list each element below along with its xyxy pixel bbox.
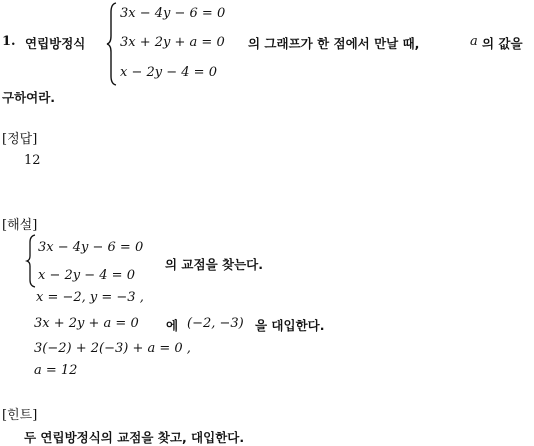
solution-equation-1: 3x − 4y − 6 = 0: [38, 240, 144, 255]
solution-substitute-particle: 에: [166, 318, 179, 333]
solution-substitute-end: 을 대입한다.: [255, 318, 325, 333]
solution-find-text: 의 교점을 찾는다.: [165, 257, 263, 272]
system-equation-1: 3x − 4y − 6 = 0: [120, 6, 226, 21]
solution-header: [해설]: [2, 218, 38, 233]
solution-final: a = 12: [34, 363, 78, 378]
system-brace-small: [27, 234, 36, 288]
answer-header: [정답]: [2, 132, 38, 147]
problem-ask: 의 값을: [482, 36, 523, 51]
hint-text: 두 연립방정식의 교점을 찾고, 대입한다.: [24, 430, 245, 445]
system-equation-3: x − 2y − 4 = 0: [120, 65, 217, 80]
solution-equation-2: x − 2y − 4 = 0: [38, 268, 135, 283]
solution-substitute-equation: 3x + 2y + a = 0: [34, 316, 139, 331]
solution-calculation: 3(−2) + 2(−3) + a = 0 ,: [34, 341, 191, 356]
solution-intersection: x = −2, y = −3 ,: [36, 290, 144, 305]
hint-header: [힌트]: [2, 408, 38, 423]
answer-value: 12: [24, 153, 41, 168]
system-equation-2: 3x + 2y + a = 0: [120, 35, 225, 50]
problem-variable: a: [470, 34, 478, 49]
problem-ask-line2: 구하여라.: [2, 90, 56, 105]
problem-intro: 연립방정식: [25, 36, 86, 51]
problem-condition: 의 그래프가 한 점에서 만날 때,: [248, 36, 420, 51]
solution-point: (−2, −3): [187, 316, 244, 331]
system-brace-large: [107, 2, 117, 86]
problem-number: 1.: [2, 34, 16, 49]
